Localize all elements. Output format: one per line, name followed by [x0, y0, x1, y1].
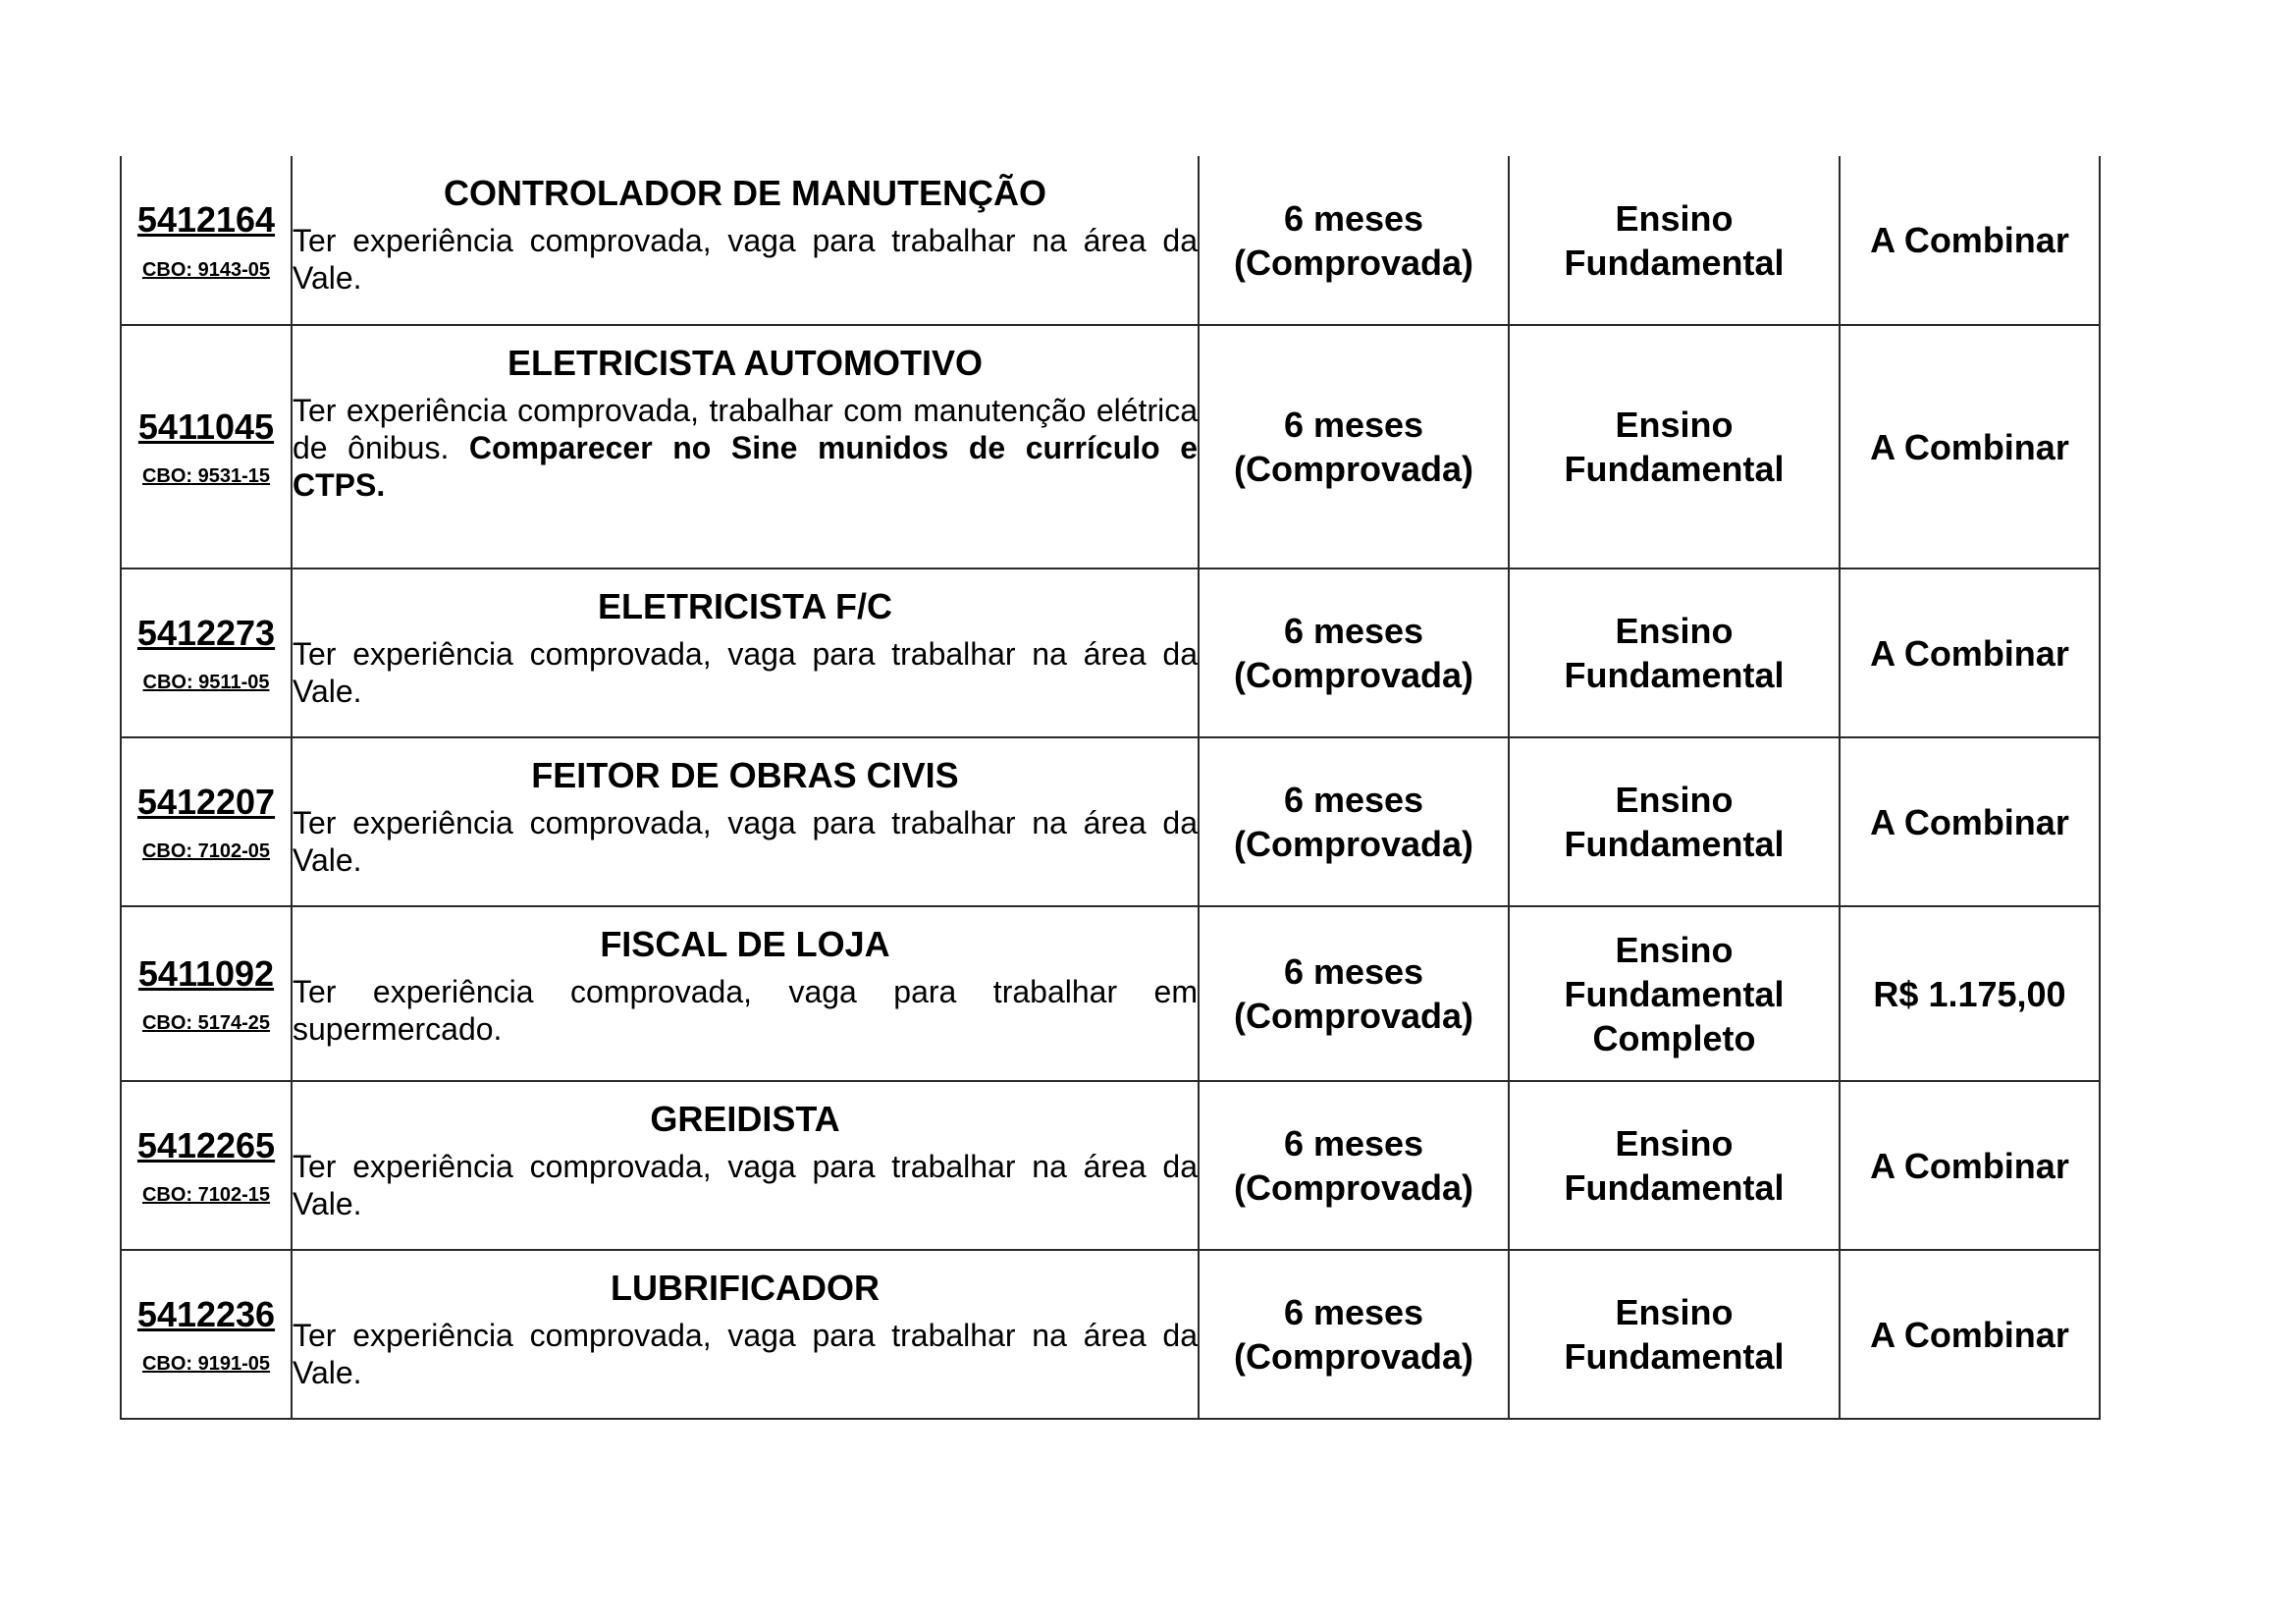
job-title: CONTROLADOR DE MANUTENÇÃO	[444, 173, 1046, 213]
education-line: Completo	[1592, 1017, 1756, 1058]
experience-duration: 6 meses	[1283, 1292, 1424, 1332]
experience-qualifier: (Comprovada)	[1233, 824, 1474, 864]
experience-cell	[1199, 906, 1509, 1081]
job-title: LUBRIFICADOR	[611, 1268, 880, 1308]
experience-cell	[1199, 568, 1509, 737]
cbo-code: CBO: 5174-25	[141, 1012, 271, 1035]
experience-duration: 6 meses	[1283, 951, 1424, 992]
job-code-cell	[121, 325, 292, 568]
job-description-text: Ter experiência comprovada, trabalhar com manutenção elétrica de ônibus.	[293, 393, 1198, 466]
experience-duration: 6 meses	[1283, 1123, 1424, 1164]
cbo-code: CBO: 9143-05	[141, 258, 271, 281]
table-row	[121, 325, 2100, 568]
education-line: Ensino	[1615, 780, 1734, 820]
job-description: Ter experiência comprovada, vaga para trabalhar na área da Vale.	[293, 223, 1198, 297]
job-description: Ter experiência comprovada, vaga para trabalhar na área da Vale.	[293, 805, 1198, 879]
salary: A Combinar	[1870, 1314, 2069, 1355]
education-cell	[1509, 325, 1840, 568]
cbo-code: CBO: 9531-15	[141, 465, 271, 488]
job-title: FEITOR DE OBRAS CIVIS	[531, 755, 959, 795]
job-title: FISCAL DE LOJA	[600, 924, 890, 964]
salary-cell	[1840, 737, 2100, 906]
salary: A Combinar	[1870, 801, 2069, 842]
salary-cell	[1840, 1081, 2100, 1250]
table-row	[121, 906, 2100, 1081]
education-line: Ensino	[1615, 405, 1734, 445]
education-line: Fundamental	[1564, 242, 1785, 283]
job-description-cell	[292, 737, 1199, 906]
experience-qualifier: (Comprovada)	[1233, 655, 1474, 695]
table-row	[121, 568, 2100, 737]
job-code: 5412265	[136, 1124, 276, 1165]
job-description-cell	[292, 1081, 1199, 1250]
education-cell	[1509, 156, 1840, 325]
salary: A Combinar	[1870, 1145, 2069, 1186]
job-code-cell	[121, 156, 292, 325]
job-code: 5411045	[137, 406, 275, 447]
salary-cell	[1840, 156, 2100, 325]
job-description-cell	[292, 906, 1199, 1081]
education-line: Fundamental	[1564, 655, 1785, 695]
job-title: ELETRICISTA AUTOMOTIVO	[507, 343, 983, 383]
job-code-cell	[121, 906, 292, 1081]
job-title: ELETRICISTA F/C	[598, 586, 892, 626]
table-row	[121, 1081, 2100, 1250]
job-code-cell	[121, 1081, 292, 1250]
education-cell	[1509, 737, 1840, 906]
salary-cell	[1840, 325, 2100, 568]
job-code: 5412273	[136, 612, 276, 653]
experience-duration: 6 meses	[1283, 197, 1424, 239]
salary-cell	[1840, 1250, 2100, 1419]
education-line: Fundamental	[1564, 449, 1785, 489]
job-description: Ter experiência comprovada, vaga para trabalhar na área da Vale.	[293, 1318, 1198, 1391]
job-description	[293, 392, 1198, 504]
job-code: 5411092	[137, 952, 275, 994]
education-cell	[1509, 568, 1840, 737]
experience-qualifier: (Comprovada)	[1233, 449, 1474, 489]
cbo-code: CBO: 7102-15	[141, 1184, 271, 1207]
experience-cell	[1199, 737, 1509, 906]
table-row	[121, 1250, 2100, 1419]
job-description: Ter experiência comprovada, vaga para trabalhar em supermercado.	[293, 974, 1198, 1048]
education-line: Fundamental	[1564, 1336, 1785, 1377]
salary: A Combinar	[1870, 632, 2069, 674]
job-code: 5412207	[136, 781, 276, 822]
job-title: GREIDISTA	[650, 1099, 840, 1139]
job-description: Ter experiência comprovada, vaga para trabalhar na área da Vale.	[293, 636, 1198, 710]
education-line: Ensino	[1615, 929, 1734, 970]
job-code-cell	[121, 568, 292, 737]
cbo-code: CBO: 9511-05	[142, 672, 270, 694]
salary: A Combinar	[1870, 426, 2069, 467]
salary: A Combinar	[1870, 220, 2069, 260]
job-description: Ter experiência comprovada, vaga para trabalhar na área da Vale.	[293, 1149, 1198, 1222]
salary: R$ 1.175,00	[1873, 973, 2066, 1014]
education-cell	[1509, 1250, 1840, 1419]
education-line: Ensino	[1615, 1123, 1734, 1164]
education-cell	[1509, 906, 1840, 1081]
salary-cell	[1840, 906, 2100, 1081]
job-code: 5412164	[136, 199, 276, 241]
education-line: Ensino	[1615, 197, 1734, 239]
experience-qualifier: (Comprovada)	[1233, 242, 1474, 283]
education-line: Ensino	[1615, 611, 1734, 651]
education-line: Ensino	[1615, 1292, 1734, 1332]
experience-qualifier: (Comprovada)	[1233, 1167, 1474, 1208]
job-code-cell	[121, 737, 292, 906]
experience-qualifier: (Comprovada)	[1233, 996, 1474, 1036]
job-description-cell	[292, 325, 1199, 568]
experience-duration: 6 meses	[1283, 611, 1424, 651]
job-code-cell	[121, 1250, 292, 1419]
education-line: Fundamental	[1564, 1167, 1785, 1208]
cbo-code: CBO: 7102-05	[141, 840, 271, 863]
job-description-note: Comparecer no Sine munidos de currículo e CTPS.	[293, 430, 1199, 504]
education-line: Fundamental	[1564, 973, 1785, 1014]
job-description-cell	[292, 156, 1199, 325]
table-row	[121, 156, 2100, 325]
job-description-cell	[292, 568, 1199, 737]
experience-qualifier: (Comprovada)	[1233, 1336, 1474, 1377]
education-line: Fundamental	[1564, 824, 1785, 864]
experience-duration: 6 meses	[1283, 780, 1424, 820]
experience-cell	[1199, 325, 1509, 568]
job-code: 5412236	[136, 1293, 276, 1334]
experience-duration: 6 meses	[1283, 405, 1424, 445]
job-description-cell	[292, 1250, 1199, 1419]
job-listings-table	[120, 156, 2101, 1420]
education-cell	[1509, 1081, 1840, 1250]
experience-cell	[1199, 1250, 1509, 1419]
salary-cell	[1840, 568, 2100, 737]
table-row	[121, 737, 2100, 906]
experience-cell	[1199, 156, 1509, 325]
cbo-code: CBO: 9191-05	[141, 1353, 271, 1376]
experience-cell	[1199, 1081, 1509, 1250]
